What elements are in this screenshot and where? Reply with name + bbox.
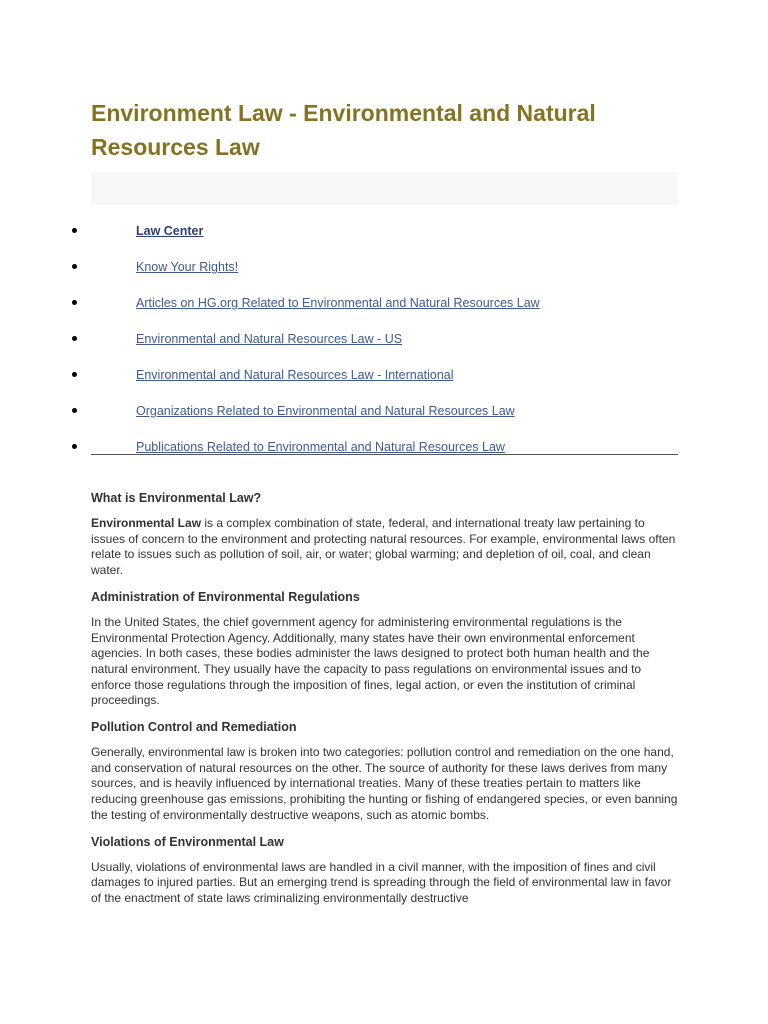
bullet-icon bbox=[72, 336, 77, 341]
law-us-link[interactable]: Environmental and Natural Resources Law - US bbox=[136, 332, 403, 346]
law-international-link[interactable]: Environmental and Natural Resources Law - International bbox=[136, 368, 454, 382]
list-item bbox=[0, 328, 768, 364]
list-item bbox=[0, 364, 768, 400]
search-bar-placeholder bbox=[91, 172, 678, 205]
list-item bbox=[0, 256, 768, 292]
related-links-list bbox=[0, 220, 768, 472]
law-center-link[interactable]: Law Center bbox=[136, 224, 204, 238]
section-heading-admin: Administration of Environmental Regulations bbox=[91, 589, 360, 604]
bullet-icon bbox=[72, 444, 77, 449]
bullet-icon bbox=[72, 408, 77, 413]
know-your-rights-link[interactable]: Know Your Rights! bbox=[136, 260, 239, 274]
section-heading-what: What is Environmental Law? bbox=[91, 491, 262, 505]
section-heading-pollution: Pollution Control and Remediation bbox=[91, 720, 297, 735]
intro-text: is a complex combination of state, federal, and international treaty law pertaining to issues of concern to the environment and protecting natural resources. For example, environmental laws often relate to issues such as pollution of soil, air, or water; global warming; and depletion of oil, coal, and clean water. bbox=[91, 516, 676, 578]
publications-link[interactable]: Publications Related to Environmental and Natural Resources Law bbox=[136, 440, 505, 454]
bullet-icon bbox=[72, 228, 77, 233]
organizations-link[interactable]: Organizations Related to Environmental and Natural Resources Law bbox=[136, 404, 515, 418]
article-body bbox=[91, 489, 681, 916]
list-item bbox=[0, 400, 768, 436]
list-item bbox=[0, 220, 768, 256]
intro-paragraph bbox=[91, 516, 681, 579]
divider bbox=[91, 454, 678, 455]
violations-paragraph: Usually, violations of environmental laws are handled in a civil manner, with the imposition of fines and civil damages to injured parties. But an emerging trend is spreading through the field of environmental law in favor of the enactment of state laws criminalizing environmentally destructive bbox=[91, 859, 672, 905]
bullet-icon bbox=[72, 264, 77, 269]
lead-term: Environmental Law bbox=[91, 516, 202, 530]
section-heading-violations: Violations of Environmental Law bbox=[91, 834, 284, 849]
articles-link[interactable]: Articles on HG.org Related to Environmental and Natural Resources Law bbox=[136, 296, 540, 310]
bullet-icon bbox=[72, 300, 77, 305]
bullet-icon bbox=[72, 372, 77, 377]
page-title: Environment Law - Environmental and Natural Resources Law bbox=[91, 100, 596, 160]
admin-paragraph: In the United States, the chief government agency for administering environmental regulations is the Environmental Protection Agency. Additionally, many states have their own environmental enforcement agencies. In both cases, these bodies administer the laws designed to protect both human health and the natural environment. They usually have the capacity to pass regulations on environmental issues and to enforce those regulations through the imposition of fines, legal action, or even the institution of criminal proceedings. bbox=[91, 614, 650, 708]
list-item bbox=[0, 292, 768, 328]
pollution-paragraph: Generally, environmental law is broken into two categories: pollution control and remediation on the one hand, and conservation of natural resources on the other. The source of authority for these laws derives from many sources, and is heavily influenced by international treaties. Many of these treaties pertain to matters like reducing greenhouse gas emissions, prohibiting the hunting or fishing of endangered species, or even banning the testing of environmentally destructive weapons, such as atomic bombs. bbox=[91, 745, 678, 822]
